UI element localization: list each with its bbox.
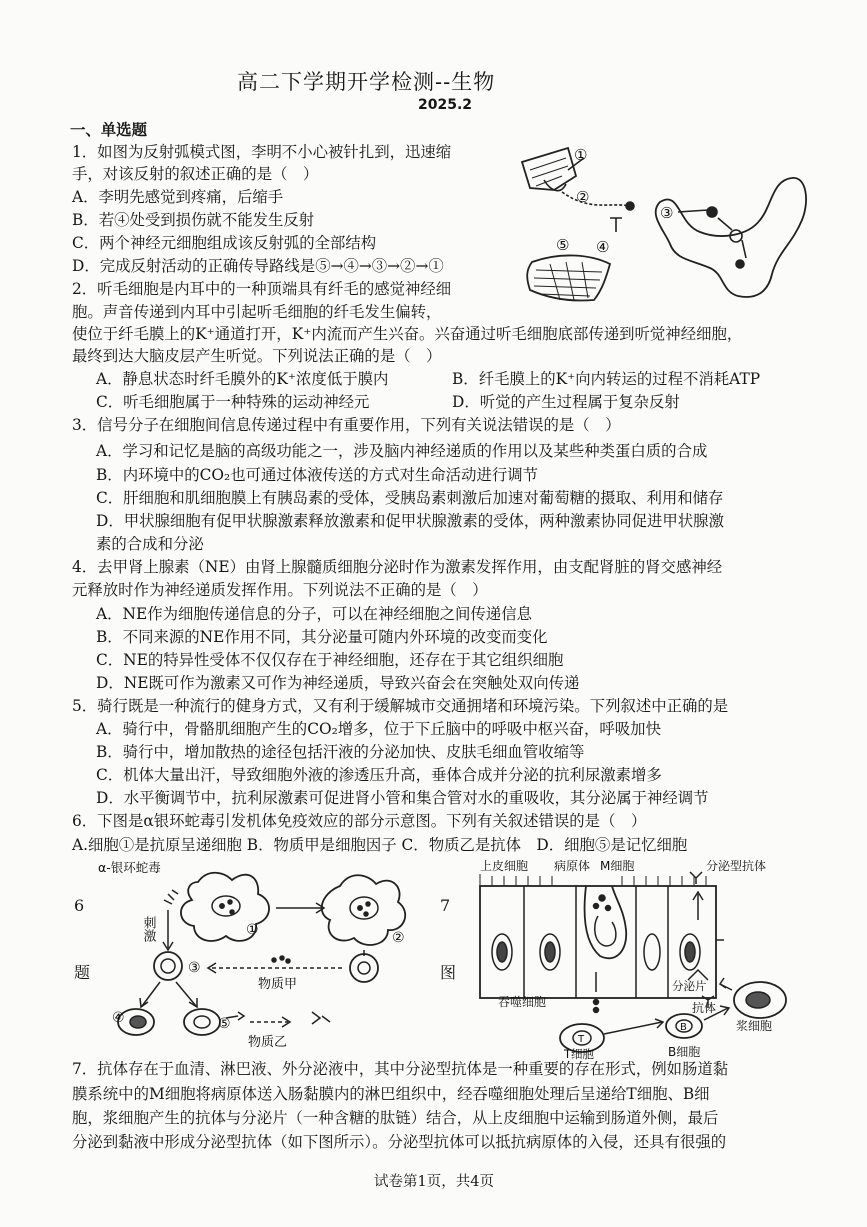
reflex-arc-figure	[510, 140, 815, 310]
q2-option-c: C．听毛细胞属于一种特殊的运动神经元	[96, 393, 370, 411]
q5-option-b: B．骑行中，增加散热的途径包括汗液的分泌加快、皮肤毛细血管收缩等	[96, 743, 585, 761]
q2-option-b: B．纤毛膜上的K⁺向内转运的过程不消耗ATP	[452, 370, 761, 388]
q3-stem: 3．信号分子在细胞间信息传递过程中有重要作用，下列有关说法错误的是（ ）	[72, 416, 621, 434]
q7-stem-line3: 胞，浆细胞产生的抗体与分泌片（一种含糖的肽链）结合，从上皮细胞中运输到肠道外侧，最后	[72, 1109, 719, 1127]
fig7-pathogen-label: 病原体	[554, 860, 591, 873]
snake-venom-immune-figure	[98, 860, 433, 1050]
q2-stem-line2: 胞。声音传递到内耳中引起听毛细胞的纤毛发生偏转，	[72, 303, 442, 321]
q7-stem-line4: 分泌到黏液中形成分泌型抗体（如下图所示）。分泌型抗体可以抵抗病原体的入侵，还具有很强的	[72, 1133, 727, 1151]
q7-stem-line1: 7．抗体存在于血清、淋巴液、外分泌液中，其中分泌型抗体是一种重要的存在形式，例如肠道黏	[72, 1060, 729, 1078]
fig7-phagocyte-label: 吞噬细胞	[498, 995, 547, 1009]
q3-option-c: C．肝细胞和肌细胞膜上有胰岛素的受体，受胰岛素刺激后加速对葡萄糖的摄取、利用和储存	[96, 489, 724, 507]
fig7-epithelial-label: 上皮细胞	[480, 860, 529, 873]
fig7-plasma-cell-label: 浆细胞	[736, 1019, 773, 1033]
fig7-side-number: 7	[440, 896, 451, 915]
q4-option-a: A．NE作为细胞传递信息的分子，可以在神经细胞之间传递信息	[96, 605, 532, 623]
fig7-antibody-label: 抗体	[692, 1001, 717, 1015]
q1-option-b: B．若④处受到损伤就不能发生反射	[72, 211, 315, 229]
q3-option-a: A．学习和记忆是脑的高级功能之一，涉及脑内神经递质的作用以及某些种类蛋白质的合成	[96, 442, 708, 460]
page-footer: 试卷第1页，共4页	[374, 1174, 494, 1190]
q2-option-a: A．静息状态时纤毛膜外的K⁺浓度低于膜内	[96, 370, 389, 388]
q2-option-d: D．听觉的产生过程属于复杂反射	[452, 393, 680, 411]
fig7-b-mark: B	[680, 1022, 687, 1033]
fig1-label-5: ⑤	[556, 236, 570, 254]
secretory-antibody-figure	[462, 860, 802, 1060]
fig6-substance-a: 物质甲	[258, 977, 298, 992]
q4-option-b: B．不同来源的NE作用不同，其分泌量可随内外环境的改变而变化	[96, 628, 548, 646]
fig6-substance-b: 物质乙	[248, 1035, 288, 1050]
exam-date: 2025.2	[418, 97, 473, 113]
fig7-b-cell-label: B细胞	[668, 1045, 701, 1059]
q6-options: A.细胞①是抗原呈递细胞 B．物质甲是细胞因子 C．物质乙是抗体 D．细胞⑤是记忆细胞	[72, 836, 688, 854]
fig1-label-2: ②	[576, 188, 590, 206]
q5-stem: 5．骑行既是一种流行的健身方式，又有利于缓解城市交通拥堵和环境污染。下列叙述中正确的是	[72, 697, 729, 715]
fig7-m-cell-label: M细胞	[600, 860, 635, 873]
q4-option-d: D．NE既可作为激素又可作为神经递质，导致兴奋会在突触处双向传递	[96, 674, 580, 692]
fig6-stimulus-label: 刺激	[140, 916, 156, 942]
q4-option-c: C．NE的特异性受体不仅仅存在于神经细胞，还存在于其它组织细胞	[96, 651, 564, 669]
fig6-cell-4: ④	[112, 1010, 125, 1026]
q1-option-c: C．两个神经元细胞组成该反射弧的全部结构	[72, 234, 377, 252]
fig1-label-1: ①	[574, 146, 588, 164]
fig6-cell-3: ③	[188, 960, 201, 976]
q1-option-a: A．李明先感觉到疼痛，后缩手	[72, 188, 284, 206]
q5-option-d: D．水平衡调节中，抗利尿激素可促进肾小管和集合管对水的重吸收，其分泌属于神经调节	[96, 789, 709, 807]
page-title: 高二下学期开学检测--生物	[237, 70, 496, 94]
q7-stem-line2: 膜系统中的M细胞将病原体送入肠黏膜内的淋巴组织中，经吞噬细胞处理后呈递给T细胞、B细	[72, 1085, 710, 1103]
fig6-cell-1: ①	[246, 922, 259, 938]
fig6-cell-2: ②	[392, 930, 405, 946]
fig1-label-4: ④	[596, 238, 610, 256]
q1-option-d: D．完成反射活动的正确传导路线是⑤→④→③→②→①	[72, 257, 444, 275]
fig7-t-mark: T	[578, 1034, 585, 1045]
q6-stem: 6．下图是α银环蛇毒引发机体免疫效应的部分示意图。下列有关叙述错误的是（ ）	[72, 812, 647, 830]
q5-option-c: C．机体大量出汗，导致细胞外液的渗透压升高，垂体合成并分泌的抗利尿激素增多	[96, 766, 662, 784]
q3-option-b: B．内环境中的CO₂也可通过体液传送的方式对生命活动进行调节	[96, 466, 539, 484]
q2-stem-line3: 使位于纤毛膜上的K⁺通道打开，K⁺内流而产生兴奋。兴奋通过听毛细胞底部传递到听觉神经细胞，	[72, 325, 743, 343]
q3-option-d-line2: 素的合成和分泌	[96, 535, 204, 553]
fig1-label-3: ③	[660, 204, 674, 222]
q4-stem-line1: 4．去甲肾上腺素（NE）由肾上腺髓质细胞分泌时作为激素发挥作用，由支配肾脏的肾交感神经	[72, 558, 723, 576]
fig7-side-word: 图	[440, 963, 457, 982]
q5-option-a: A．骑行中，骨骼肌细胞产生的CO₂增多，位于下丘脑中的呼吸中枢兴奋，呼吸加快	[96, 720, 661, 738]
q1-stem-line1: 1．如图为反射弧模式图，李明不小心被针扎到，迅速缩	[72, 143, 452, 161]
fig6-toxin-label: α-银环蛇毒	[98, 860, 161, 875]
fig7-t-cell-label: T细胞	[564, 1047, 595, 1060]
q4-stem-line2: 元释放时作为神经递质发挥作用。下列说法不正确的是（ ）	[72, 581, 488, 599]
fig7-secretory-antibody-label: 分泌型抗体	[706, 860, 767, 873]
q2-stem-line1: 2．听毛细胞是内耳中的一种顶端具有纤毛的感觉神经细	[72, 280, 452, 298]
fig6-cell-5: ⑤	[218, 1016, 231, 1032]
fig6-side-word: 题	[74, 963, 91, 982]
q2-stem-line4: 最终到达大脑皮层产生听觉。下列说法正确的是（ ）	[72, 347, 442, 365]
q3-option-d-line1: D．甲状腺细胞有促甲状腺激素释放激素和促甲状腺激素的受体，两种激素协同促进甲状腺激	[96, 512, 724, 530]
section-heading: 一、单选题	[70, 121, 147, 139]
q1-stem-line2: 手，对该反射的叙述正确的是（ ）	[72, 165, 319, 183]
fig7-piece-label: 分泌片	[672, 979, 707, 993]
fig6-side-number: 6	[74, 896, 85, 915]
